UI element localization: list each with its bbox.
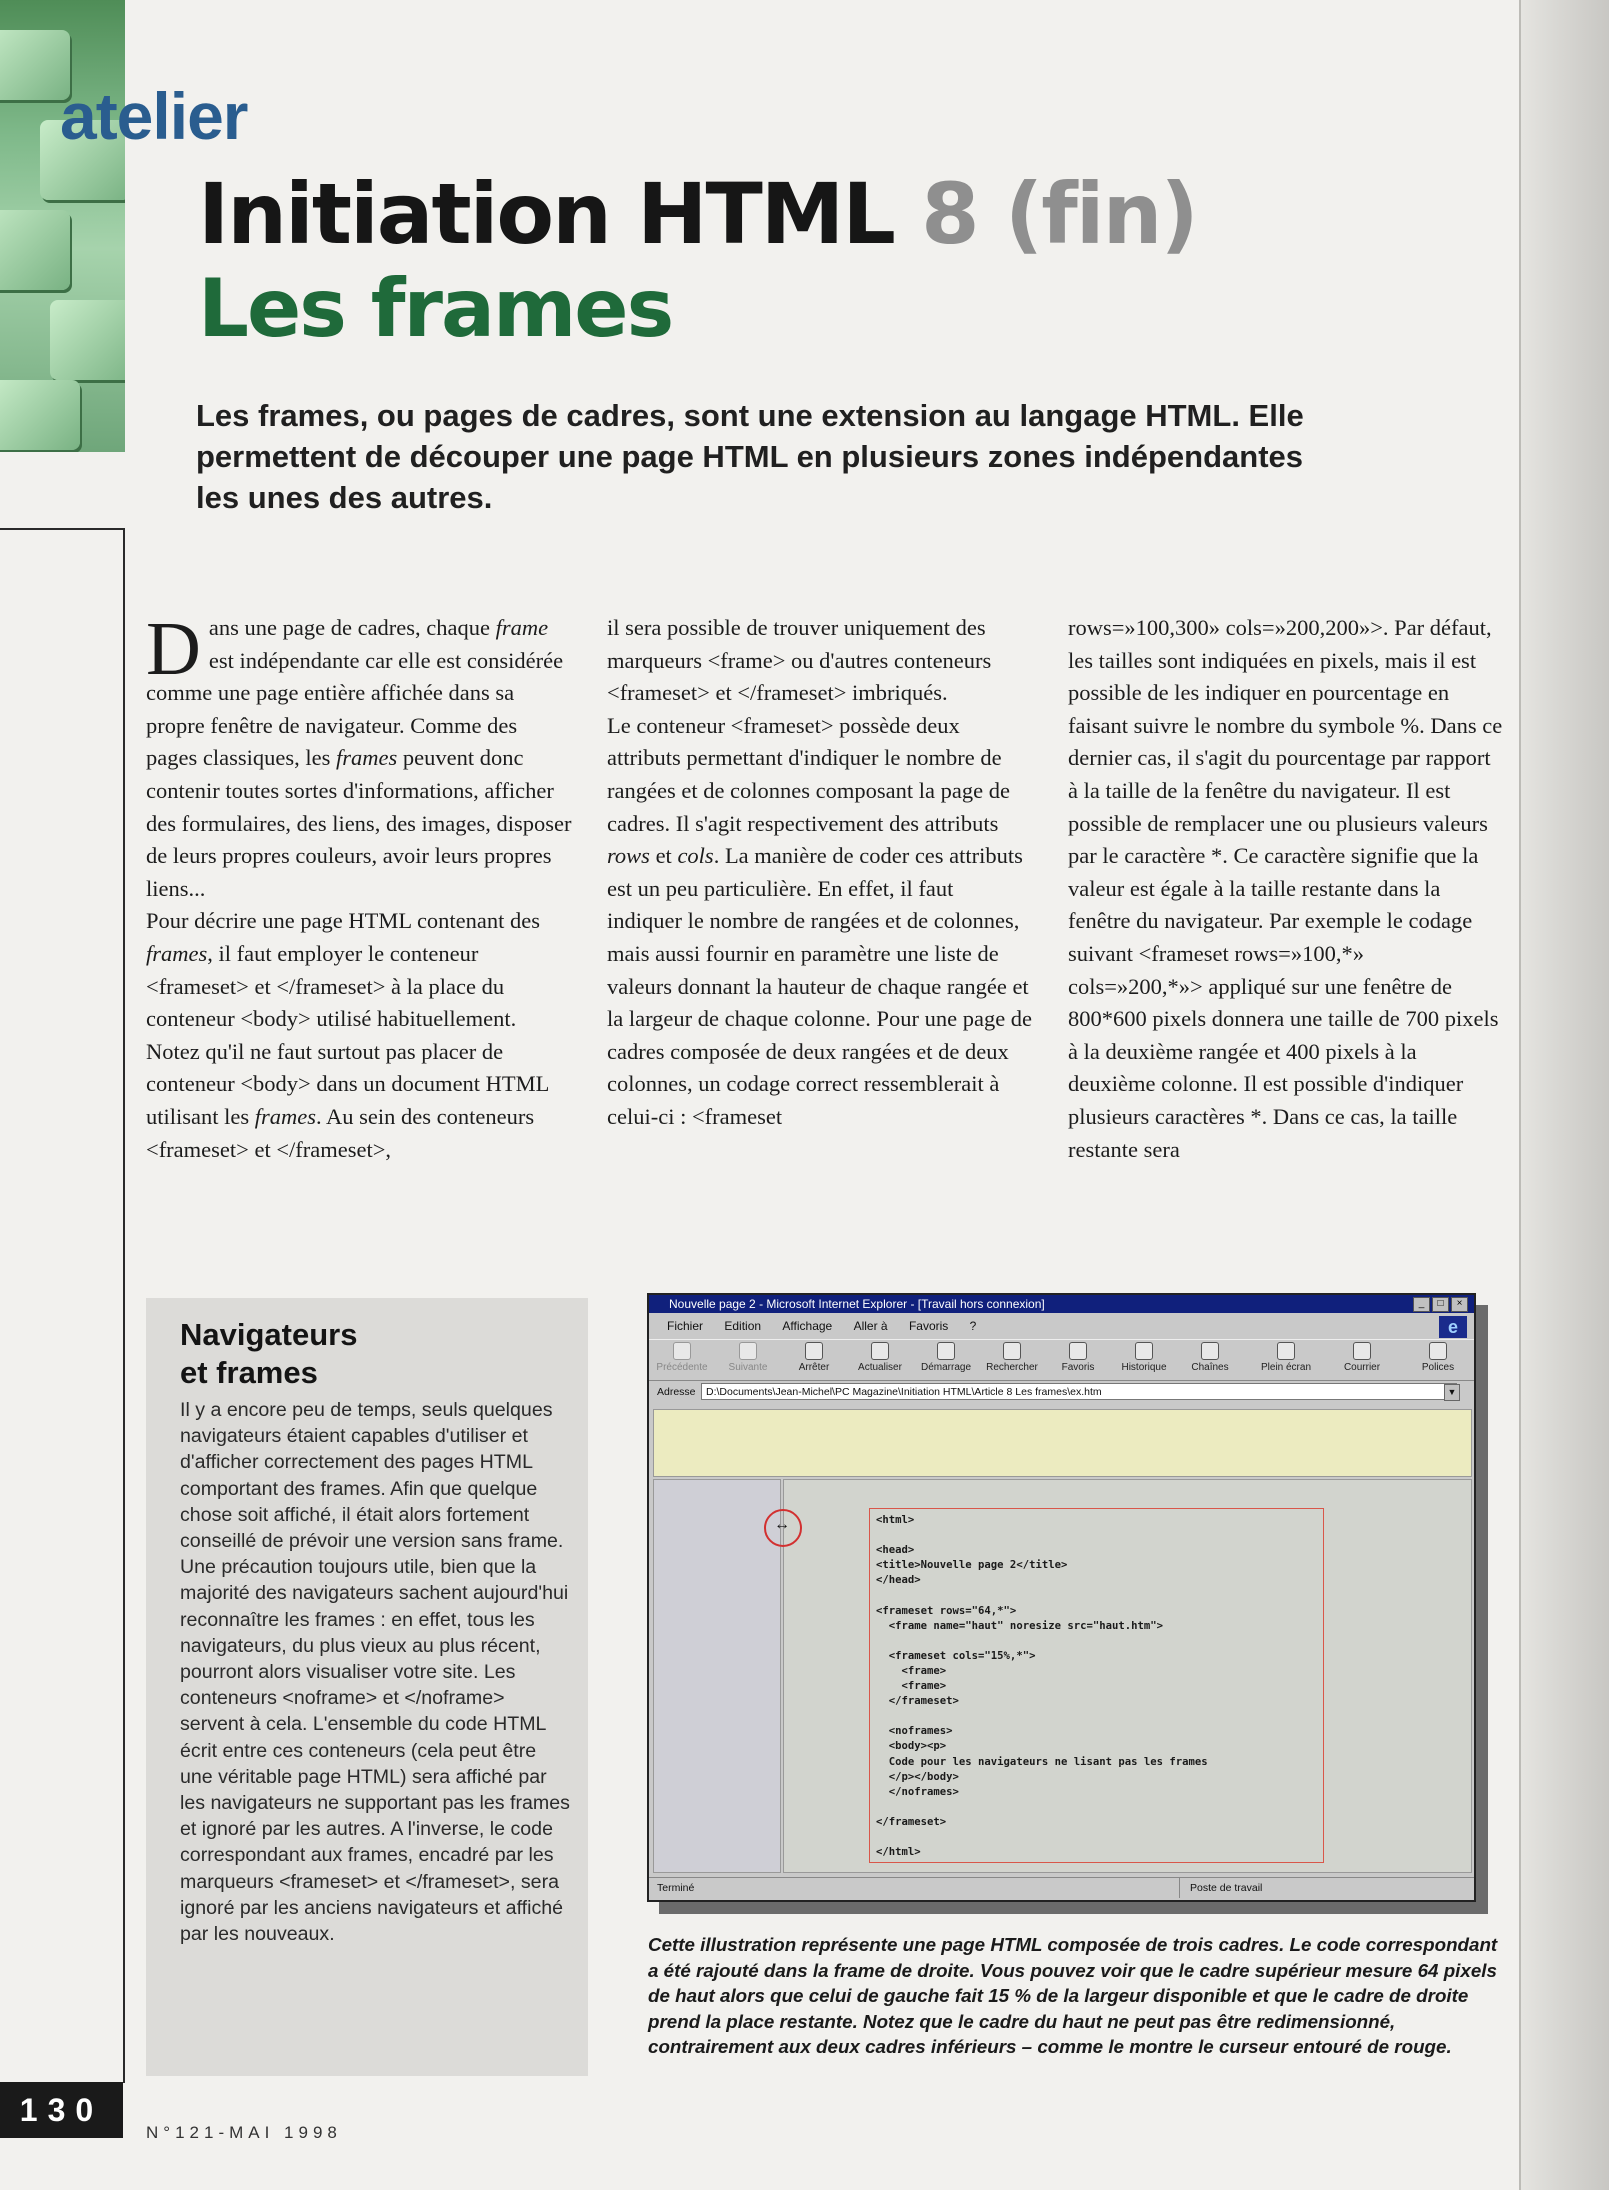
drop-cap: D bbox=[146, 607, 201, 691]
article-column-3 bbox=[1068, 612, 1504, 1166]
favorites-button[interactable]: Favoris bbox=[1049, 1342, 1107, 1373]
section-kicker: atelier bbox=[60, 79, 248, 153]
browser-screenshot bbox=[647, 1293, 1476, 1902]
minimize-icon[interactable]: _ bbox=[1413, 1297, 1430, 1312]
html-code-listing: <html> <head> <title>Nouvelle page 2</title> </head> <frameset rows="64,*"> <frame name="haut" noresize src="haut.htm"> <frameset cols="15%,*"> <frame> <frame> </frameset> <noframes> <body><p> Code pour les navigateurs ne lisant pas les frames </p></body> </noframes> </frameset> </html> bbox=[869, 1508, 1324, 1863]
window-title: Nouvelle page 2 - Microsoft Internet Explorer - [Travail hors connexion] bbox=[669, 1297, 1045, 1311]
menu-item[interactable]: Edition bbox=[724, 1319, 762, 1333]
mail-icon bbox=[1353, 1342, 1371, 1360]
page-edge-line bbox=[1519, 0, 1521, 2190]
status-zone: Poste de travail bbox=[1179, 1878, 1262, 1898]
fonts-button[interactable]: Polices bbox=[1409, 1342, 1467, 1373]
paragraph: Pour décrire une page HTML contenant des frames, il faut employer le conteneur <frameset> et </frameset> à la place du conteneur <body> utilisé habituellement. Notez qu'il ne faut surtout pas placer de conteneur <body> dans un document HTML utilisant les frames. Au sein des conteneurs <frameset> et </frameset>, bbox=[146, 908, 549, 1162]
issue-line: N°121-MAI 1998 bbox=[146, 2123, 342, 2142]
back-arrow-icon bbox=[673, 1342, 691, 1360]
frame-left bbox=[653, 1479, 781, 1873]
history-button[interactable]: Historique bbox=[1115, 1342, 1173, 1373]
address-label: Adresse bbox=[657, 1386, 696, 1398]
back-button[interactable]: Précédente bbox=[653, 1342, 711, 1373]
paragraph: rows=»100,300» cols=»200,200»>. Par défaut, les tailles sont indiquées en pixels, mais il est possible de les indiquer en pourcentage en faisant suivre le nombre du symbole %. Dans ce dernier cas, il s'agit du pourcentage par rapport à la taille de la fenêtre du navigateur. Il est possible de remplacer une ou plusieurs valeurs par le caractère *. Ce caractère signifie que la valeur est égale à la taille restante dans la fenêtre du navigateur. Par exemple le codage suivant <frameset rows=»100,*» cols=»200,*»> appliqué sur une fenêtre de 800*600 pixels donnera une taille de 700 pixels à la deuxième rangée et 400 pixels à la deuxième colonne. Il est possible d'indiquer plusieurs caractères *. Dans ce cas, la taille restante sera bbox=[1068, 615, 1503, 1162]
article-title bbox=[198, 165, 1197, 263]
paragraph: il sera possible de trouver uniquement des marqueurs <frame> ou d'autres conteneurs <frameset> et </frameset> imbriqués. bbox=[607, 615, 992, 706]
ie-logo-icon: e bbox=[1439, 1316, 1467, 1338]
title-main: Initiation HTML bbox=[198, 165, 894, 263]
channels-button[interactable]: Chaînes bbox=[1181, 1342, 1239, 1373]
frame-line-vertical bbox=[123, 528, 125, 2083]
stop-button[interactable]: Arrêter bbox=[785, 1342, 843, 1373]
forward-button[interactable]: Suivante bbox=[719, 1342, 777, 1373]
article-column-1 bbox=[146, 607, 572, 1166]
address-input[interactable]: D:\Documents\Jean-Michel\PC Magazine\Initiation HTML\Article 8 Les frames\ex.htm bbox=[701, 1383, 1457, 1400]
address-bar bbox=[649, 1381, 1474, 1403]
browser-toolbar bbox=[649, 1339, 1474, 1381]
stop-icon bbox=[805, 1342, 823, 1360]
article-subtitle: Les frames bbox=[198, 262, 673, 355]
menu-item[interactable]: Favoris bbox=[908, 1319, 949, 1333]
page-edge bbox=[1519, 0, 1609, 2190]
paragraph: Le conteneur <frameset> possède deux attributs permettant d'indiquer le nombre de rangées et de colonnes composant la page de cadres. Il s'agit respectivement des attributs rows et cols. La manière de coder ces attributs est un peu particulière. En effet, il faut indiquer le nombre de rangées et de colonnes, mais aussi fournir en paramètre une liste de valeurs donnant la hauteur de chaque rangée et la largeur de chaque colonne. Pour une page de cadres composée de deux rangées et de deux colonnes, un codage correct ressemblerait à celui-ci : <frameset bbox=[607, 712, 1033, 1129]
article-column-2 bbox=[607, 612, 1033, 1134]
fullscreen-icon bbox=[1277, 1342, 1295, 1360]
search-icon bbox=[1003, 1342, 1021, 1360]
refresh-icon bbox=[871, 1342, 889, 1360]
title-accent: 8 (fin) bbox=[921, 165, 1197, 263]
menu-bar bbox=[649, 1315, 1474, 1337]
sidebar-body: Il y a encore peu de temps, seuls quelques navigateurs étaient capables d'utiliser et d'afficher correctement des pages HTML comportant des frames. Afin que quelque chose soit affiché, il était alors fortement conseillé de prévoir une version sans frame. Une précaution toujours utile, bien que la majorité des navigateurs sachent aujourd'hui reconnaître les frames : en effet, tous les navigateurs, du plus vieux au plus récent, pourront alors visualiser votre site. Les conteneurs <noframe> et </noframe> servent à cela. L'ensemble du code HTML écrit entre ces conteneurs (cela peut être une véritable page HTML) sera affiché par les navigateurs ne supportant pas les frames et ignoré par les autres. A l'inverse, le code correspondant aux frames, encadré par les marqueurs <frameset> et </frameset>, sera ignoré par les anciens navigateurs et affiché par les nouveaux. bbox=[180, 1399, 570, 1946]
forward-arrow-icon bbox=[739, 1342, 757, 1360]
sidebar-title-line: Navigateurs bbox=[180, 1317, 358, 1352]
page-number: 130 bbox=[0, 2082, 123, 2138]
frame-top bbox=[653, 1409, 1472, 1477]
chevron-down-icon[interactable]: ▼ bbox=[1444, 1384, 1460, 1401]
figure-caption: Cette illustration représente une page HTML composée de trois cadres. Le code correspondant a été rajouté dans la frame de droite. Vous pouvez voir que le cadre supérieur mesure 64 pixels de haut alors que celui de gauche fait 15 % de la largeur disponible et que le cadre de droite prend la place restante. Notez que le cadre du haut ne peut pas être redimensionné, contrairement aux deux cadres inférieurs – comme le montre le curseur entouré de rouge. bbox=[648, 1934, 1498, 2058]
menu-item[interactable]: ? bbox=[969, 1319, 977, 1333]
resize-cursor-icon: ↔ bbox=[774, 1516, 790, 1533]
fullscreen-button[interactable]: Plein écran bbox=[1257, 1342, 1315, 1373]
keyboard-photo bbox=[0, 0, 125, 452]
sidebar-title bbox=[180, 1316, 560, 1392]
maximize-icon[interactable]: □ bbox=[1432, 1297, 1449, 1312]
sidebar-title-line: et frames bbox=[180, 1355, 318, 1390]
status-bar bbox=[649, 1877, 1474, 1898]
close-icon[interactable]: × bbox=[1451, 1297, 1468, 1312]
paragraph: ans une page de cadres, chaque frame est indépendante car elle est considérée comme une page entière affichée dans sa propre fenêtre de navigateur. Comme des pages classiques, les frames peuvent donc contenir toutes sortes d'informations, afficher des formulaires, des liens, des images, disposer de leurs propres couleurs, avoir leurs propres liens... bbox=[146, 615, 572, 901]
menu-item[interactable]: Fichier bbox=[667, 1319, 704, 1333]
search-button[interactable]: Rechercher bbox=[983, 1342, 1041, 1373]
mail-button[interactable]: Courrier bbox=[1333, 1342, 1391, 1373]
menu-item[interactable]: Affichage bbox=[782, 1319, 833, 1333]
window-titlebar bbox=[649, 1295, 1474, 1313]
home-button[interactable]: Démarrage bbox=[917, 1342, 975, 1373]
history-icon bbox=[1135, 1342, 1153, 1360]
status-text: Terminé bbox=[657, 1882, 695, 1894]
frame-line-horizontal bbox=[0, 528, 124, 530]
home-icon bbox=[937, 1342, 955, 1360]
menu-item[interactable]: Aller à bbox=[853, 1319, 888, 1333]
fonts-icon bbox=[1429, 1342, 1447, 1360]
refresh-button[interactable]: Actualiser bbox=[851, 1342, 909, 1373]
channels-icon bbox=[1201, 1342, 1219, 1360]
article-lede: Les frames, ou pages de cadres, sont une extension au langage HTML. Elle permettent de découper une page HTML en plusieurs zones indépendantes les unes des autres. bbox=[196, 398, 1304, 515]
favorites-icon bbox=[1069, 1342, 1087, 1360]
